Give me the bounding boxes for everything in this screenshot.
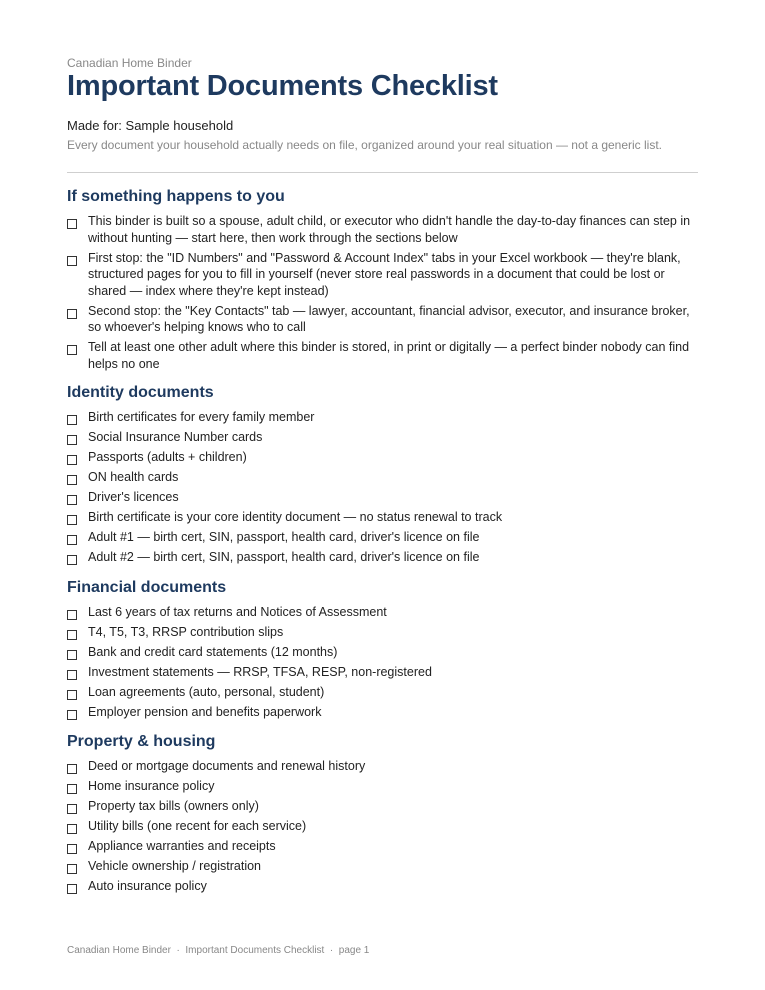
checklist-section <box>67 187 698 372</box>
checklist-item <box>67 858 698 875</box>
checkbox[interactable] <box>67 515 77 525</box>
checkbox[interactable] <box>67 670 77 680</box>
checkbox[interactable] <box>67 415 77 425</box>
section-title: Financial documents <box>67 578 227 596</box>
checklist-item-text: Auto insurance policy <box>88 879 207 893</box>
checklist-item-text: Tell at least one other adult where this binder is stored, in print or digitally — a perfect binder nobody can find helps no one <box>88 340 690 371</box>
checklist-item-text: Driver's licences <box>88 490 179 504</box>
checklist-item-text: Last 6 years of tax returns and Notices of Assessment <box>88 604 387 619</box>
checkbox[interactable] <box>67 784 77 794</box>
checklist-item-text: Passports (adults + children) <box>88 450 247 464</box>
checklist-item <box>67 704 698 721</box>
checklist-item <box>67 644 698 661</box>
checkbox[interactable] <box>67 804 77 814</box>
page-title: Important Documents Checklist <box>67 70 498 102</box>
checkbox[interactable] <box>67 475 77 485</box>
checklist-item-text: Loan agreements (auto, personal, student) <box>88 684 325 699</box>
checklist-item-text: Appliance warranties and receipts <box>88 839 276 853</box>
checkbox[interactable] <box>67 844 77 854</box>
checklist-item-text: Bank and credit card statements (12 months) <box>88 644 338 659</box>
checklist-item <box>67 489 698 506</box>
checklist-item <box>67 509 698 526</box>
checklist-item-text: Adult #2 — birth cert, SIN, passport, health card, driver's licence on file <box>88 550 480 564</box>
checklist-item <box>67 250 698 300</box>
checklist-item-text: Deed or mortgage documents and renewal history <box>88 759 366 773</box>
checklist-item-text: T4, T5, T3, RRSP contribution slips <box>88 624 284 639</box>
checklist-item <box>67 624 698 641</box>
checklist-item-text: First stop: the "ID Numbers" and "Password & Account Index" tabs in your Excel workbook — they're blank, structured pages for you to fill in yourself (never store real passwords in a document that could be lost or shared — index where they're kept instead) <box>88 250 681 298</box>
checkbox[interactable] <box>67 555 77 565</box>
checklist-item <box>67 684 698 701</box>
page-footer: Canadian Home Binder · Important Documents Checklist · page 1 <box>67 945 370 956</box>
checkbox[interactable] <box>67 219 77 229</box>
checklist-item <box>67 664 698 681</box>
header-divider <box>67 172 698 173</box>
checklist-items <box>67 604 698 721</box>
checklist-item <box>67 778 698 795</box>
binder-kicker: Canadian Home Binder <box>67 56 192 70</box>
checklist-item-text: Employer pension and benefits paperwork <box>88 704 322 719</box>
checklist-item-text: Second stop: the "Key Contacts" tab — lawyer, accountant, financial advisor, executor, and insurance broker, so whoever's helping knows who to call <box>88 303 690 334</box>
checklist-section <box>67 383 698 566</box>
section-title: If something happens to you <box>67 188 285 205</box>
checklist-item <box>67 758 698 775</box>
page-subtitle: Every document your household actually needs on file, organized around your real situation — not a generic list. <box>67 138 663 152</box>
checkbox[interactable] <box>67 864 77 874</box>
checklist-item <box>67 529 698 546</box>
checklist-item-text: Birth certificates for every family member <box>88 410 315 424</box>
checkbox[interactable] <box>67 455 77 465</box>
checklist-items <box>67 409 698 566</box>
checklist-items <box>67 758 698 895</box>
made-for-label: Made for: Sample household <box>67 118 234 133</box>
checklist-item <box>67 409 698 426</box>
checklist-item <box>67 449 698 466</box>
checklist-section <box>67 732 698 895</box>
section-title: Property & housing <box>67 733 216 750</box>
checkbox[interactable] <box>67 256 77 266</box>
checklist-item <box>67 818 698 835</box>
checklist-item-text: Vehicle ownership / registration <box>88 859 262 873</box>
checklist-items <box>67 213 698 372</box>
checkbox[interactable] <box>67 435 77 445</box>
checklist-item <box>67 604 698 621</box>
checklist-sections <box>67 187 698 895</box>
checklist-item-text: Property tax bills (owners only) <box>88 799 259 813</box>
checklist-section <box>67 578 698 721</box>
checklist-item-text: Home insurance policy <box>88 779 215 793</box>
checkbox[interactable] <box>67 690 77 700</box>
checklist-item-text: Adult #1 — birth cert, SIN, passport, health card, driver's licence on file <box>88 530 480 544</box>
checklist-item <box>67 469 698 486</box>
checklist-item-text: ON health cards <box>88 470 179 484</box>
checkbox[interactable] <box>67 309 77 319</box>
checklist-item-text: This binder is built so a spouse, adult child, or executor who didn't handle the day-to-day finances can step in without hunting — start here, then work through the sections below <box>88 214 691 245</box>
section-title: Identity documents <box>67 384 214 401</box>
checklist-item <box>67 878 698 895</box>
checkbox[interactable] <box>67 495 77 505</box>
checklist-item-text: Social Insurance Number cards <box>88 430 263 444</box>
checkbox[interactable] <box>67 764 77 774</box>
checklist-item <box>67 838 698 855</box>
document-page <box>67 56 698 898</box>
checklist-item <box>67 339 698 372</box>
checklist-item <box>67 429 698 446</box>
checkbox[interactable] <box>67 610 77 620</box>
checklist-item <box>67 303 698 336</box>
checklist-item <box>67 549 698 566</box>
checkbox[interactable] <box>67 824 77 834</box>
checklist-item <box>67 213 698 246</box>
checkbox[interactable] <box>67 630 77 640</box>
checkbox[interactable] <box>67 345 77 355</box>
checklist-item-text: Utility bills (one recent for each service) <box>88 819 307 833</box>
checkbox[interactable] <box>67 650 77 660</box>
checklist-item <box>67 798 698 815</box>
checkbox[interactable] <box>67 884 77 894</box>
checklist-item-text: Birth certificate is your core identity document — no status renewal to track <box>88 510 503 524</box>
checkbox[interactable] <box>67 535 77 545</box>
checklist-item-text: Investment statements — RRSP, TFSA, RESP, non-registered <box>88 664 432 679</box>
checkbox[interactable] <box>67 710 77 720</box>
